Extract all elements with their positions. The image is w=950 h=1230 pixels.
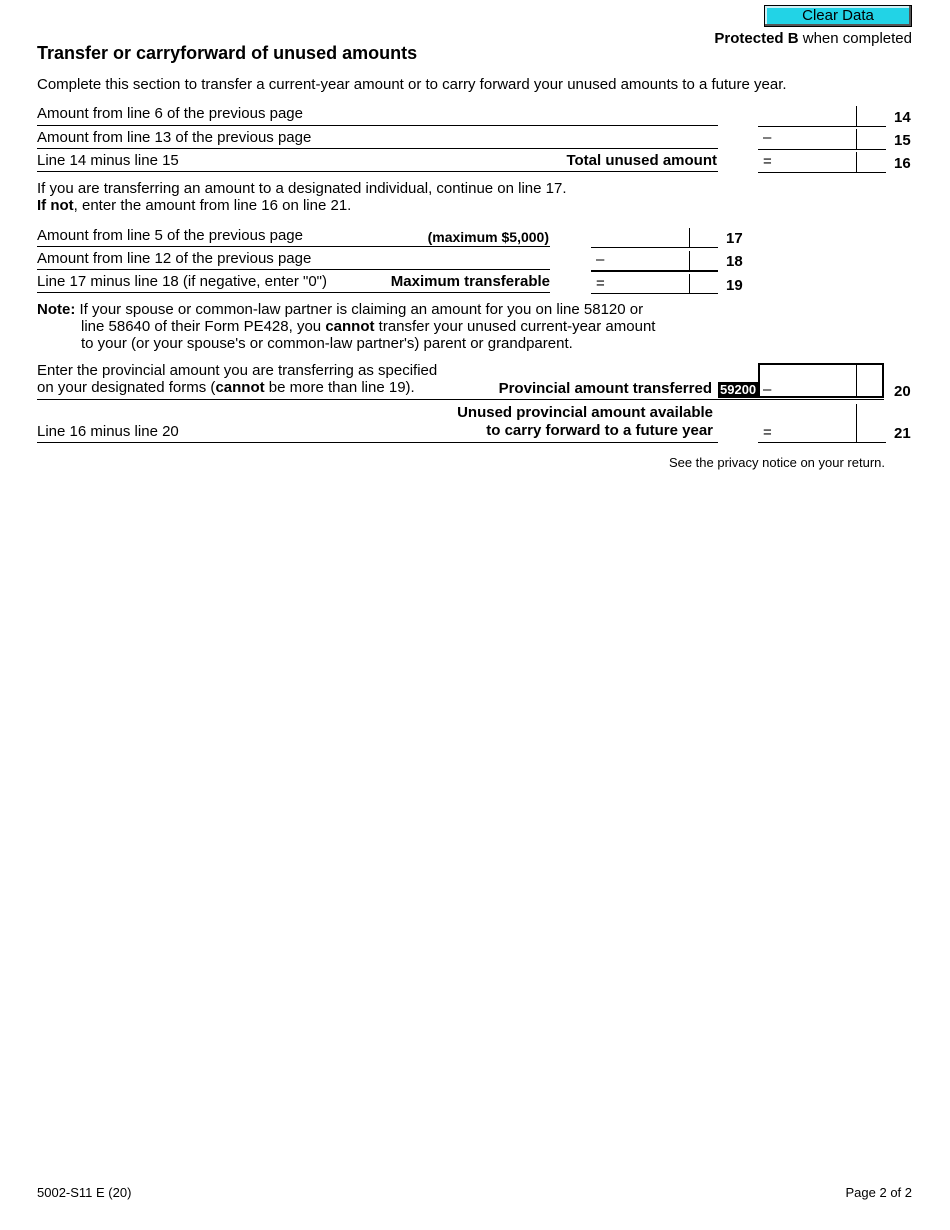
line-17-label: Amount from line 5 of the previous page (37, 227, 303, 244)
line-15-number: 15 (894, 132, 911, 149)
note-text-2a: line 58640 of their Form PE428, you (81, 318, 326, 335)
line-20-label-1: Enter the provincial amount you are transferring as specified (37, 362, 438, 379)
form-identifier: 5002-S11 E (20) (37, 1185, 132, 1200)
line-16-field-rule (758, 172, 886, 173)
line-14-cents-divider (856, 106, 857, 126)
line-15-cents-divider (856, 129, 857, 149)
line-20-rule (37, 399, 884, 400)
line-17-number: 17 (726, 230, 743, 247)
line-19-label: Line 17 minus line 18 (if negative, enter "0") (37, 273, 327, 290)
line-19-equals-sign: = (596, 275, 605, 292)
line-16-label: Line 14 minus line 15 (37, 152, 179, 169)
line-18-number: 18 (726, 253, 743, 270)
line-20-label-2 (37, 379, 415, 396)
if-not-label: If not (37, 197, 74, 214)
protected-b-notice (714, 30, 912, 47)
line-21-field-rule (758, 442, 886, 443)
line-18-input[interactable] (591, 251, 689, 270)
line-21-cents-divider (856, 404, 857, 442)
line-17-cents-divider (689, 228, 690, 247)
note-cannot: cannot (325, 318, 375, 335)
line-18-rule (37, 269, 550, 270)
line-14-label: Amount from line 6 of the previous page (37, 105, 303, 122)
line-21-rule (37, 442, 718, 443)
note-text-2c: transfer your unused current-year amount (374, 318, 656, 335)
privacy-notice: See the privacy notice on your return. (668, 455, 885, 470)
if-not-text: , enter the amount from line 16 on line 21. (73, 197, 352, 214)
line-16-input[interactable] (758, 152, 856, 172)
transfer-instruction-line-2 (37, 197, 351, 214)
unused-provincial-amount-label-2: to carry forward to a future year (486, 422, 713, 439)
line-14-number: 14 (894, 109, 911, 126)
line-16-number: 16 (894, 155, 911, 172)
line-16-cents-divider (856, 152, 857, 172)
line-14-field-rule (758, 126, 886, 127)
line-19-cents-divider (689, 274, 690, 293)
clear-data-button[interactable]: Clear Data (764, 5, 912, 27)
line-20-label-2c: be more than line 19). (264, 379, 415, 396)
line-15-label: Amount from line 13 of the previous page (37, 129, 312, 146)
line-20-cannot: cannot (215, 379, 265, 396)
note-text-1: If your spouse or common-law partner is claiming an amount for you on line 58120 or (75, 301, 644, 318)
line-21-equals-sign: = (763, 424, 772, 441)
line-14-input[interactable] (758, 106, 856, 126)
line-20-code-badge: 59200 (720, 382, 757, 397)
line-20-cents-divider (856, 363, 857, 398)
line-21-input[interactable] (758, 404, 856, 442)
line-20-number: 20 (894, 383, 911, 400)
line-19-input[interactable] (591, 274, 689, 293)
line-16-rule (37, 171, 718, 172)
provincial-amount-transferred-label: Provincial amount transferred (498, 380, 712, 397)
maximum-5000-label: (maximum $5,000) (427, 229, 549, 245)
note-line-1 (37, 301, 643, 318)
note-label: Note: (37, 301, 76, 318)
section-title: Transfer or carryforward of unused amounts (37, 43, 418, 63)
total-unused-amount-label: Total unused amount (566, 152, 717, 169)
line-20-input[interactable] (758, 363, 884, 398)
line-19-number: 19 (726, 277, 743, 294)
line-18-cents-divider (689, 251, 690, 270)
line-18-label: Amount from line 12 of the previous page (37, 250, 312, 267)
line-17-field-rule (591, 247, 718, 248)
line-18-minus-sign: – (596, 251, 605, 268)
line-21-label: Line 16 minus line 20 (37, 423, 179, 440)
line-19-field-rule (591, 293, 718, 294)
line-21-number: 21 (894, 425, 911, 442)
section-intro: Complete this section to transfer a current-year amount or to carry forward your unused amounts to a future year. (37, 76, 787, 93)
maximum-transferable-label: Maximum transferable (390, 273, 550, 290)
transfer-instruction-line-1: If you are transferring an amount to a designated individual, continue on line 17. (37, 180, 567, 197)
line-17-rule (37, 246, 550, 247)
page-number: Page 2 of 2 (845, 1185, 912, 1200)
line-20-label-2a: on your designated forms ( (37, 379, 216, 396)
line-18-field-rule (591, 270, 718, 272)
line-16-equals-sign: = (763, 153, 772, 170)
note-line-3: to your (or your spouse's or common-law partner's) parent or grandparent. (81, 335, 573, 352)
protected-b-suffix: when completed (798, 30, 912, 47)
line-20-minus-sign: – (763, 381, 772, 398)
line-15-input[interactable] (758, 129, 856, 149)
line-17-input[interactable] (591, 228, 689, 247)
line-15-minus-sign: – (763, 129, 772, 146)
note-line-2 (81, 318, 655, 335)
line-14-rule (37, 125, 718, 126)
protected-b-label: Protected B (714, 30, 799, 47)
unused-provincial-amount-label-1: Unused provincial amount available (457, 404, 713, 421)
line-15-field-rule (758, 149, 886, 150)
line-19-rule (37, 292, 550, 293)
line-15-rule (37, 148, 718, 149)
